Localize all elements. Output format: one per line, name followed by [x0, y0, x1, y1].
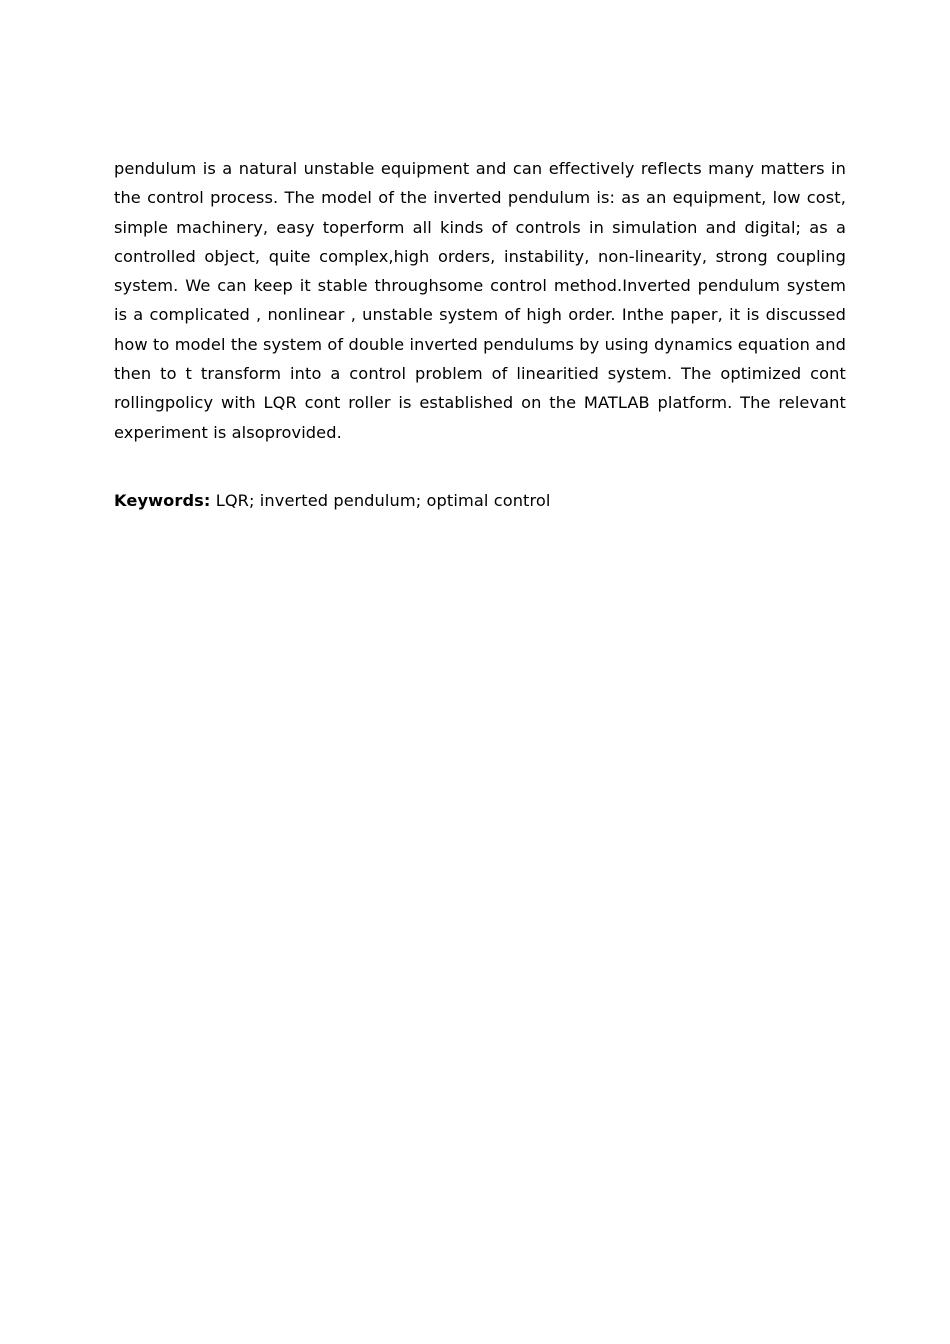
keywords-line [114, 486, 846, 515]
document-content [114, 154, 846, 515]
keywords-label: Keywords: [114, 490, 211, 510]
keywords-text: LQR; inverted pendulum; optimal control [210, 490, 551, 510]
abstract-paragraph: pendulum is a natural unstable equipment and can effectively reflects many matters in the control process. The model of the inverted pendulum is: as an equipment, low cost, simple machinery, easy toperform all kinds of controls in simulation and digital; as a controlled object, quite complex,high orders, instability, non-linearity, strong coupling system. We can keep it stable throughsome control method.Inverted pendulum system is a complicated , nonlinear , unstable system of high order. Inthe paper, it is discussed how to model the system of double inverted pendulums by using dynamics equation and then to t transform into a control problem of linearitied system. The optimized cont rollingpolicy with LQR cont roller is established on the MATLAB platform. The relevant experiment is alsoprovided. [114, 159, 846, 442]
